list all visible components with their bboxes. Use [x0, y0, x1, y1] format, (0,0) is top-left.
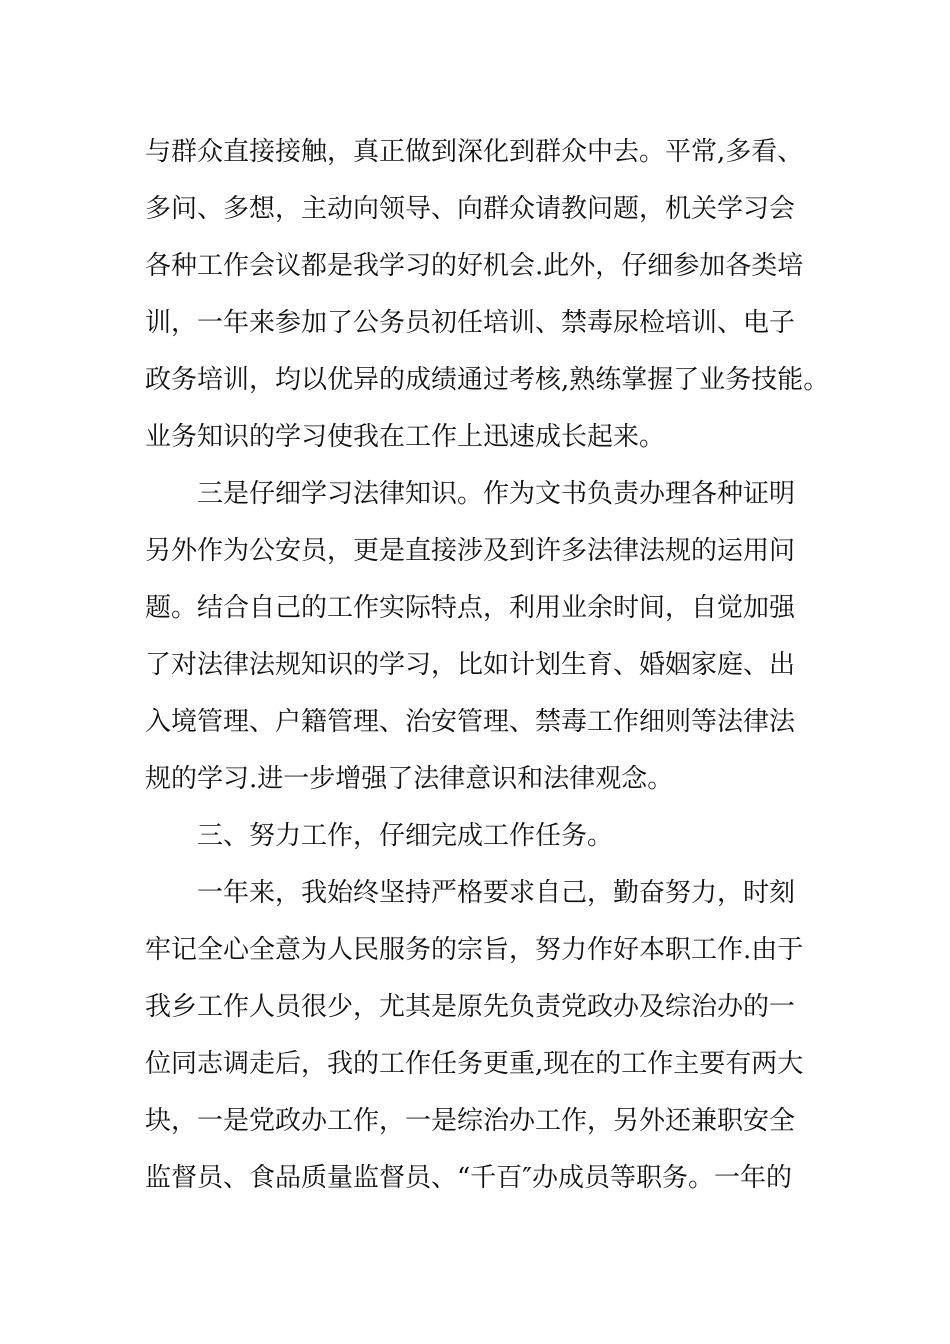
text-line: 与群众直接接触，真正做到深化到群众中去。平常,多看、: [145, 137, 804, 167]
text-line: 业务知识的学习使我在工作上迅速成长起来。: [145, 422, 666, 452]
text-line: 了对法律法规知识的学习，比如计划生育、婚姻家庭、出: [145, 650, 796, 680]
text-line: 规的学习.进一步增强了法律意识和法律观念。: [145, 764, 674, 794]
text-line: 各种工作会议都是我学习的好机会.此外，仔细参加各类培: [145, 251, 804, 281]
text-line: 牢记全心全意为人民服务的宗旨，努力作好本职工作.由于: [145, 935, 804, 965]
section-heading: 三、努力工作，仔细完成工作任务。: [197, 821, 614, 851]
text-line: 监督员、食品质量监督员、“千百″办成员等职务。一年的: [145, 1163, 793, 1193]
text-line: 多问、多想，主动向领导、向群众请教问题，机关学习会: [145, 194, 796, 224]
paragraph-first-line: 一年来，我始终坚持严格要求自己，勤奋努力，时刻: [197, 878, 796, 908]
text-line: 块，一是党政办工作，一是综治办工作，另外还兼职安全: [145, 1106, 796, 1136]
text-line: 题。结合自己的工作实际特点，利用业余时间，自觉加强: [145, 593, 796, 623]
text-line: 训，一年来参加了公务员初任培训、禁毒尿检培训、电子: [145, 308, 796, 338]
text-line: 位同志调走后，我的工作任务更重,现在的工作主要有两大: [145, 1049, 804, 1079]
text-line: 另外作为公安员，更是直接涉及到许多法律法规的运用问: [145, 536, 796, 566]
text-line: 我乡工作人员很少，尤其是原先负责党政办及综治办的一: [145, 992, 796, 1022]
text-line: 政务培训，均以优异的成绩通过考核,熟练掌握了业务技能。: [145, 365, 830, 395]
paragraph-first-line: 三是仔细学习法律知识。作为文书负责办理各种证明: [197, 479, 796, 509]
text-line: 入境管理、户籍管理、治安管理、禁毒工作细则等法律法: [145, 707, 796, 737]
